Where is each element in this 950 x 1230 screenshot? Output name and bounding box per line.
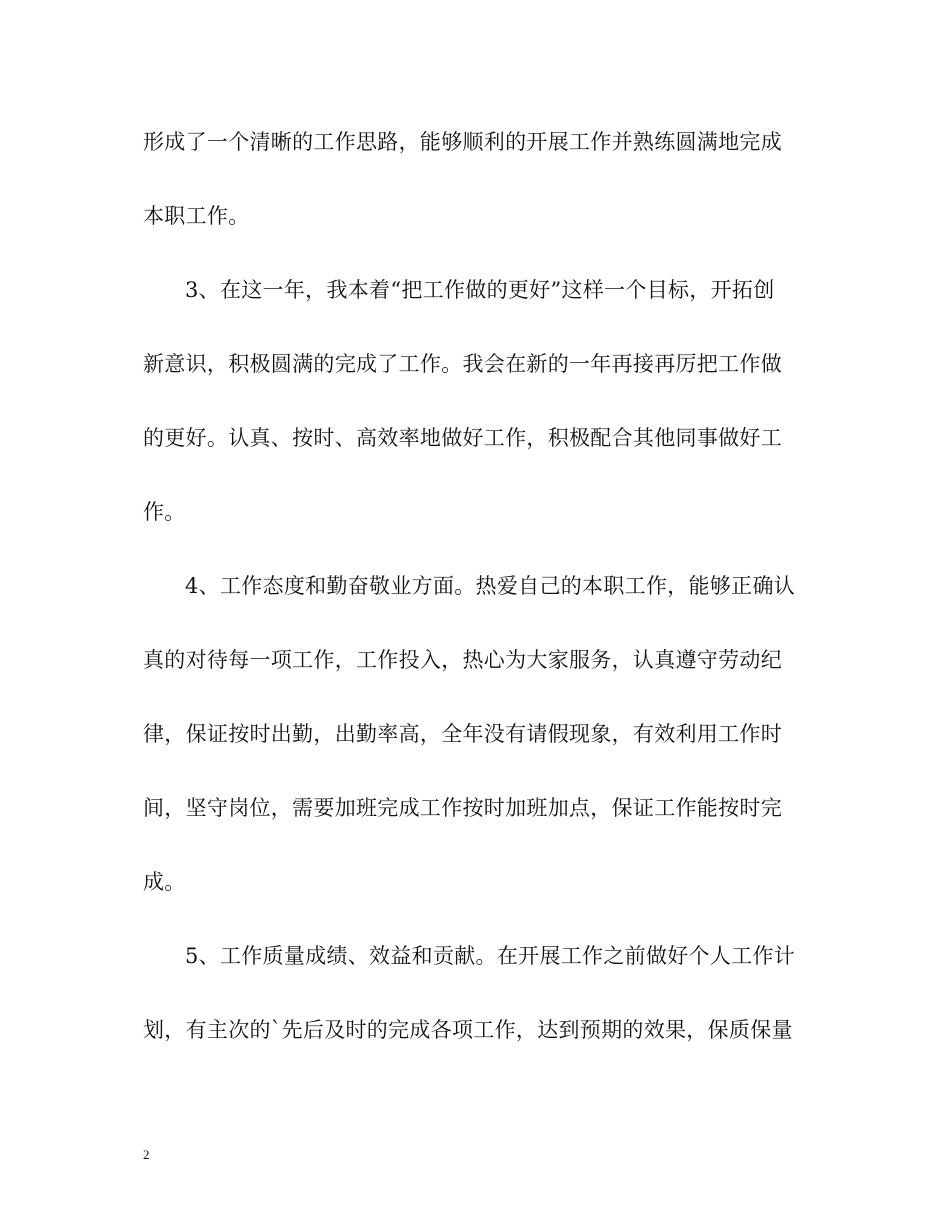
text-line: 真的对待每一项工作，工作投入，热心为大家服务，认真遵守劳动纪 <box>143 648 782 672</box>
text-line: 的更好。认真、按时、高效率地做好工作，积极配合其他同事做好工 <box>143 426 782 450</box>
text-line: 成。 <box>143 870 186 894</box>
paragraph-start-line: 5、工作质量成绩、效益和贡献。在开展工作之前做好个人工作计 <box>185 944 796 968</box>
text-line: 新意识，积极圆满的完成了工作。我会在新的一年再接再厉把工作做 <box>143 352 782 376</box>
page-number: 2 <box>143 1147 150 1162</box>
paragraph-start-line: 4、工作态度和勤奋敬业方面。热爱自己的本职工作，能够正确认 <box>185 574 796 598</box>
text-line: 形成了一个清晰的工作思路，能够顺利的开展工作并熟练圆满地完成 <box>143 130 782 154</box>
text-line: 律，保证按时出勤，出勤率高，全年没有请假现象，有效利用工作时 <box>143 722 782 746</box>
text-line: 本职工作。 <box>143 204 250 228</box>
paragraph-start-line: 3、在这一年，我本着“把工作做的更好”这样一个目标，开拓创 <box>185 278 775 302</box>
text-line: 间，坚守岗位，需要加班完成工作按时加班加点，保证工作能按时完 <box>143 796 782 820</box>
text-line: 作。 <box>143 500 186 524</box>
text-line: 划，有主次的`先后及时的完成各项工作，达到预期的效果，保质保量 <box>143 1018 793 1042</box>
